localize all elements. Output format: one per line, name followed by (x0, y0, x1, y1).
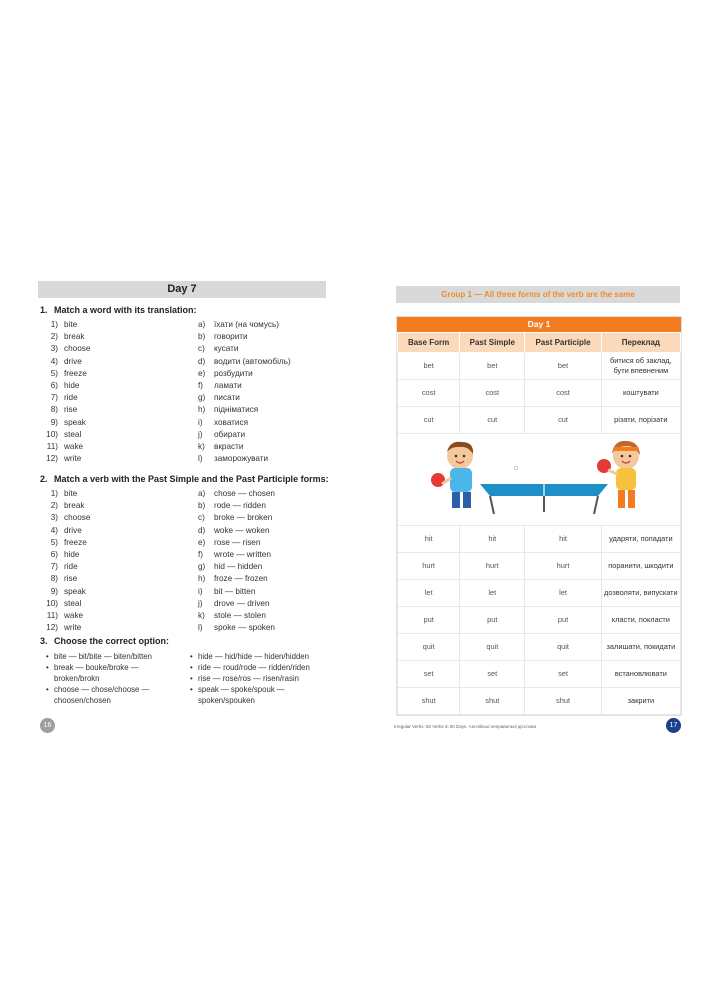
translation-cell: встановлювати (601, 661, 680, 688)
item-text: steal (64, 429, 82, 439)
item-text: кусати (214, 344, 239, 354)
list-item (198, 453, 332, 465)
item-text: rise (64, 405, 78, 415)
item-marker: g) (198, 393, 206, 403)
list-item (198, 417, 332, 429)
base-form-cell: cut (398, 407, 460, 434)
list-item (40, 417, 190, 429)
verb-table (396, 316, 682, 716)
item-text: обирати (214, 429, 246, 439)
past-participle-cell: shut (525, 688, 601, 715)
translation-cell: класти, покласти (601, 607, 680, 634)
item-marker: k) (198, 611, 205, 621)
list-item (198, 549, 332, 561)
list-item (198, 343, 332, 355)
table-row (398, 553, 681, 580)
translation-cell: битися об заклад, бути впевненим (601, 353, 680, 380)
item-marker: f) (198, 550, 204, 560)
page-number-right: 17 (666, 718, 681, 733)
past-simple-cell: quit (460, 634, 525, 661)
list-item (40, 488, 190, 500)
list-item (40, 500, 190, 512)
list-item (40, 610, 190, 622)
header-past-simple: Past Simple (460, 333, 525, 353)
option-continuation: broken/brokn (54, 674, 100, 683)
base-form-cell: bet (398, 353, 460, 380)
past-simple-cell: set (460, 661, 525, 688)
day-title: Day 7 (38, 281, 326, 298)
item-text: ride (64, 393, 78, 403)
list-item (40, 622, 190, 634)
item-text: rise (64, 574, 78, 584)
list-item (40, 525, 190, 537)
base-form-cell: hit (398, 526, 460, 553)
item-marker: 5) (50, 368, 58, 378)
item-marker: 1) (50, 320, 58, 329)
item-text: ховатися (214, 417, 249, 427)
past-simple-cell: cost (460, 380, 525, 407)
item-text: stole — stolen (214, 611, 266, 621)
translation-cell: залишати, покидати (601, 634, 680, 661)
option-item: • hide — hid/hide — hiden/hidden (190, 651, 332, 662)
list-item (198, 392, 332, 404)
item-marker: 7) (50, 393, 58, 403)
item-marker: 3) (50, 513, 58, 523)
item-text: write (64, 454, 82, 464)
option-item: • speak — spoke/spouk — (190, 684, 332, 695)
option-item: • ride — roud/rode — ridden/riden (190, 662, 332, 673)
list-item (198, 610, 332, 622)
item-text: steal (64, 598, 82, 608)
exercise-3-options-column-2 (190, 651, 332, 706)
item-marker: 9) (50, 417, 58, 427)
item-text: rode — ridden (214, 501, 266, 511)
translation-cell: поранити, шкодити (601, 553, 680, 580)
item-text: break (64, 332, 85, 342)
list-item (40, 392, 190, 404)
option-continuation: spoken/spouken (198, 696, 255, 705)
item-text: write (64, 623, 82, 633)
item-marker: k) (198, 442, 205, 452)
header-base-form: Base Form (398, 333, 460, 353)
translation-cell: ударяти, попадати (601, 526, 680, 553)
item-marker: 12) (46, 623, 58, 633)
item-text: hid — hidden (214, 562, 263, 572)
item-marker: 11) (46, 611, 58, 621)
left-page (32, 278, 332, 738)
past-participle-cell: bet (525, 353, 601, 380)
past-simple-cell: put (460, 607, 525, 634)
list-item (198, 488, 332, 500)
item-text: woke — woken (214, 525, 270, 535)
item-marker: l) (198, 623, 203, 633)
item-text: chose — chosen (214, 489, 275, 498)
item-text: wake (64, 442, 84, 452)
item-text: bit — bitten (214, 586, 256, 596)
exercise-2-title: 2. Match a verb with the Past Simple and the Past Participle forms: (40, 474, 329, 484)
item-marker: 12) (46, 454, 58, 464)
list-item (40, 441, 190, 453)
base-form-cell: quit (398, 634, 460, 661)
list-item (198, 380, 332, 392)
past-participle-cell: hurt (525, 553, 601, 580)
illustration-row (398, 434, 681, 526)
past-participle-cell: set (525, 661, 601, 688)
past-simple-cell: cut (460, 407, 525, 434)
list-item (40, 453, 190, 465)
item-text: freeze (64, 537, 87, 547)
item-marker: i) (198, 586, 203, 596)
item-text: wrote — written (214, 550, 271, 560)
item-text: freeze (64, 368, 87, 378)
item-text: choose (64, 344, 91, 354)
option-item: • choose — chose/choose — (46, 684, 186, 695)
item-marker: 1) (50, 489, 58, 498)
item-text: розбудити (214, 368, 253, 378)
item-marker: 8) (50, 405, 58, 415)
list-item (198, 441, 332, 453)
list-item (40, 319, 190, 331)
list-item (198, 356, 332, 368)
table-row (398, 353, 681, 380)
item-marker: a) (198, 320, 206, 329)
item-marker: 11) (46, 442, 58, 452)
list-item (40, 429, 190, 441)
list-item (198, 561, 332, 573)
exercise-2-words (40, 488, 190, 634)
item-marker: h) (198, 574, 206, 584)
item-marker: 7) (50, 562, 58, 572)
base-form-cell: shut (398, 688, 460, 715)
past-simple-cell: hit (460, 526, 525, 553)
item-marker: 5) (50, 537, 58, 547)
translation-cell: закрити (601, 688, 680, 715)
item-marker: 6) (50, 550, 58, 560)
translation-cell: різати, порізати (601, 407, 680, 434)
day-label: Day 1 (397, 317, 681, 332)
footer-text: Irregular Verbs: 50 Verbs in 50 Days. Англійські неправильні дієслова (394, 724, 537, 729)
item-text: hide (64, 381, 80, 391)
item-text: ламати (214, 381, 242, 391)
table-row (398, 634, 681, 661)
list-item (198, 429, 332, 441)
item-text: говорити (214, 332, 248, 342)
item-marker: i) (198, 417, 203, 427)
list-item (198, 622, 332, 634)
item-text: ride (64, 562, 78, 572)
past-participle-cell: let (525, 580, 601, 607)
item-marker: 4) (50, 356, 58, 366)
item-marker: d) (198, 525, 206, 535)
item-text: заморожувати (214, 454, 269, 464)
translation-cell: коштувати (601, 380, 680, 407)
past-simple-cell: shut (460, 688, 525, 715)
item-marker: j) (198, 429, 203, 439)
option-item: • break — bouke/broke — (46, 662, 186, 673)
item-marker: 10) (46, 598, 58, 608)
past-participle-cell: cut (525, 407, 601, 434)
exercise-1-translations (198, 319, 332, 465)
list-item (40, 331, 190, 343)
table-row (398, 407, 681, 434)
item-text: bite (64, 320, 78, 329)
table-row (398, 380, 681, 407)
item-marker: l) (198, 454, 203, 464)
item-marker: 9) (50, 586, 58, 596)
item-marker: 4) (50, 525, 58, 535)
past-participle-cell: hit (525, 526, 601, 553)
list-item (40, 586, 190, 598)
list-item (40, 549, 190, 561)
item-text: speak (64, 586, 86, 596)
table-header-row (398, 333, 681, 353)
table-row (398, 661, 681, 688)
item-text: підніматися (214, 405, 259, 415)
option-continuation: choosen/chosen (54, 696, 111, 705)
base-form-cell: set (398, 661, 460, 688)
kids-ping-pong-icon (398, 434, 680, 522)
item-marker: g) (198, 562, 206, 572)
list-item (198, 537, 332, 549)
exercise-2-forms (198, 488, 332, 634)
header-past-participle: Past Participle (525, 333, 601, 353)
item-text: вкрасти (214, 442, 244, 452)
item-text: froze — frozen (214, 574, 268, 584)
base-form-cell: cost (398, 380, 460, 407)
group-title: Group 1 — All three forms of the verb are the same (396, 286, 680, 303)
item-text: їхати (на чомусь) (214, 320, 279, 329)
item-marker: b) (198, 332, 206, 342)
past-simple-cell: let (460, 580, 525, 607)
base-form-cell: hurt (398, 553, 460, 580)
exercise-3-options-column-1 (46, 651, 186, 706)
item-text: drive (64, 356, 82, 366)
list-item (40, 537, 190, 549)
item-marker: 6) (50, 381, 58, 391)
exercise-1-words (40, 319, 190, 465)
right-page (390, 278, 690, 738)
item-text: rose — risen (214, 537, 261, 547)
list-item (40, 573, 190, 585)
item-text: drive (64, 525, 82, 535)
list-item (40, 561, 190, 573)
item-marker: 2) (50, 501, 58, 511)
past-participle-cell: quit (525, 634, 601, 661)
list-item (198, 598, 332, 610)
item-marker: e) (198, 537, 206, 547)
item-text: choose (64, 513, 91, 523)
list-item (40, 368, 190, 380)
list-item (40, 598, 190, 610)
item-text: spoke — spoken (214, 623, 275, 633)
item-marker: b) (198, 501, 206, 511)
list-item (198, 319, 332, 331)
item-marker: f) (198, 381, 204, 391)
past-participle-cell: put (525, 607, 601, 634)
list-item (198, 573, 332, 585)
past-participle-cell: cost (525, 380, 601, 407)
table-row (398, 580, 681, 607)
list-item (40, 380, 190, 392)
past-simple-cell: hurt (460, 553, 525, 580)
item-marker: 2) (50, 332, 58, 342)
list-item (198, 586, 332, 598)
item-text: bite (64, 489, 78, 498)
list-item (40, 404, 190, 416)
translation-cell: дозволяти, випускати (601, 580, 680, 607)
item-marker: j) (198, 598, 203, 608)
item-text: hide (64, 550, 80, 560)
list-item (198, 368, 332, 380)
item-text: wake (64, 611, 84, 621)
item-text: drove — driven (214, 598, 270, 608)
past-simple-cell: bet (460, 353, 525, 380)
header-translation: Переклад (601, 333, 680, 353)
list-item (198, 500, 332, 512)
item-marker: 10) (46, 429, 58, 439)
list-item (198, 331, 332, 343)
ping-pong-illustration (398, 434, 681, 526)
item-marker: h) (198, 405, 206, 415)
item-text: писати (214, 393, 240, 403)
item-text: break (64, 501, 85, 511)
item-marker: a) (198, 489, 206, 498)
list-item (40, 512, 190, 524)
item-text: broke — broken (214, 513, 273, 523)
item-text: водити (автомобіль) (214, 356, 291, 366)
list-item (40, 356, 190, 368)
item-marker: 3) (50, 344, 58, 354)
list-item (40, 343, 190, 355)
item-text: speak (64, 417, 86, 427)
item-marker: d) (198, 356, 206, 366)
list-item (198, 525, 332, 537)
page-number-left: 16 (40, 718, 55, 733)
option-item: • bite — bit/bite — biten/bitten (46, 651, 186, 662)
list-item (198, 512, 332, 524)
list-item (198, 404, 332, 416)
exercise-3-title: 3. Choose the correct option: (40, 636, 170, 646)
option-item: • rise — rose/ros — risen/rasin (190, 673, 332, 684)
table-row (398, 607, 681, 634)
base-form-cell: put (398, 607, 460, 634)
item-marker: e) (198, 368, 206, 378)
exercise-1-title: 1. Match a word with its translation: (40, 305, 197, 315)
table-row (398, 526, 681, 553)
table-row (398, 688, 681, 715)
base-form-cell: let (398, 580, 460, 607)
item-marker: c) (198, 344, 205, 354)
item-marker: c) (198, 513, 205, 523)
item-marker: 8) (50, 574, 58, 584)
